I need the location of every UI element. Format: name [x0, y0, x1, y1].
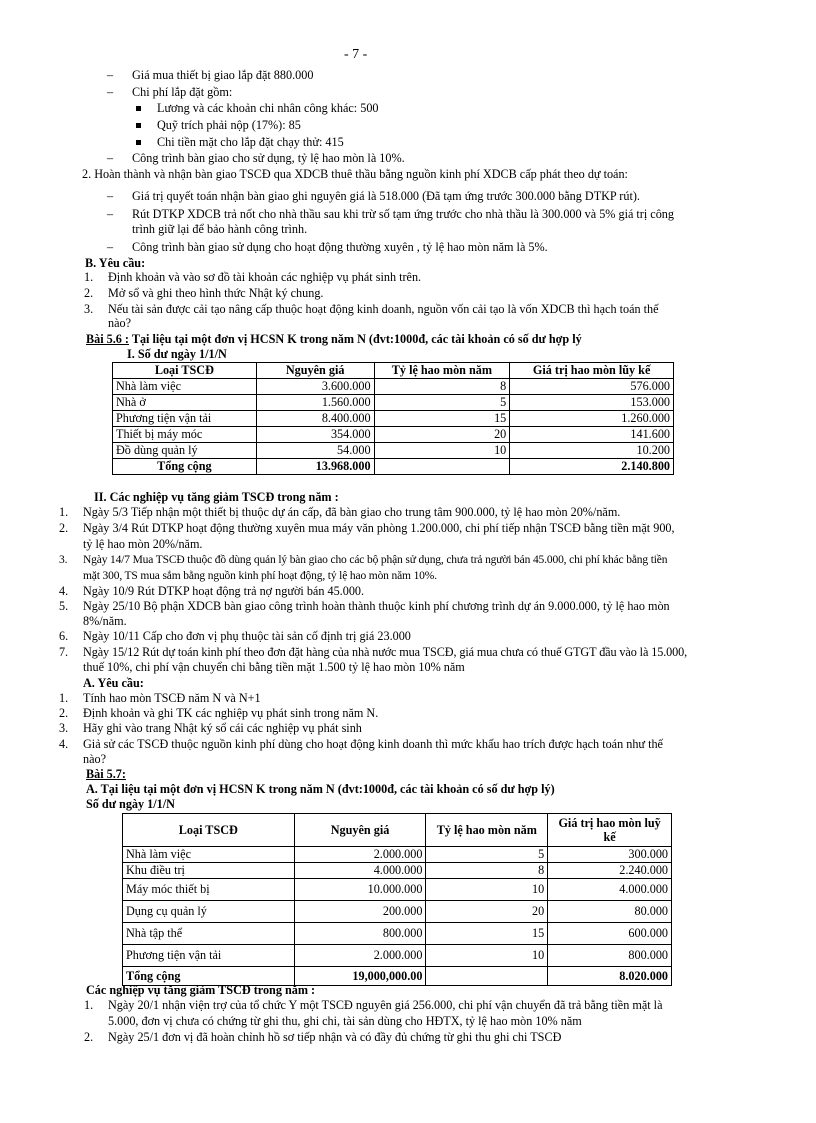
table-cell: Máy móc thiết bị — [123, 879, 295, 901]
list-item: – Công trình bàn giao sử dụng cho hoạt động thường xuyên , tỷ lệ hao mòn năm là 5%. — [132, 240, 548, 255]
requirement-item: 4. Giả sử các TSCĐ thuộc nguồn kinh phí dùng cho hoạt động kinh doanh thì mức khấu hao trích được hạch toán như thế — [83, 737, 663, 752]
exercise-5-7-label: Bài 5.7: — [86, 767, 126, 781]
operation-item: 2. Ngày 25/1 đơn vị đã hoàn chỉnh hồ sơ tiếp nhận và có đầy đủ chứng từ ghi thu ghi chi TSCĐ — [108, 1030, 561, 1045]
table-cell: 600.000 — [548, 923, 672, 945]
table-cell: 1.260.000 — [510, 411, 674, 427]
table-cell: 20 — [374, 427, 510, 443]
table-cell — [374, 459, 510, 475]
header-cell: Tỷ lệ hao mòn năm — [426, 814, 548, 847]
table-header-row — [123, 814, 672, 847]
table-row — [113, 379, 674, 395]
operation-item-continuation: 5.000, đơn vị chưa có chứng từ ghi thu, ghi chi, tài sản dùng cho HĐTX, tỷ lệ hao mòn 10% năm — [108, 1014, 582, 1028]
table-cell: Nhà làm việc — [113, 379, 257, 395]
table-total-row — [113, 459, 674, 475]
table-cell: 800.000 — [548, 945, 672, 967]
table-cell: 15 — [374, 411, 510, 427]
table-cell: 354.000 — [256, 427, 374, 443]
table-row — [113, 427, 674, 443]
table-row — [123, 945, 672, 967]
table-cell: 15 — [426, 923, 548, 945]
table-cell: 10 — [426, 879, 548, 901]
table-cell: Nhà ở — [113, 395, 257, 411]
operation-item: 1. Ngày 5/3 Tiếp nhận một thiết bị thuộc dự án cấp, đã bàn giao cho trung tâm 900.000, tỷ lệ hao mòn 20%/năm. — [83, 505, 620, 520]
table-row — [123, 901, 672, 923]
balance-table-5-6 — [112, 362, 674, 475]
list-item: – Công trình bàn giao cho sử dụng, tỷ lệ hao mòn là 10%. — [132, 151, 405, 166]
table-cell: Khu điều trị — [123, 863, 295, 879]
header-cell: Nguyên giá — [256, 363, 374, 379]
table-cell: Phương tiện vận tải — [123, 945, 295, 967]
section-title: Các nghiệp vụ tăng giảm TSCĐ trong năm : — [86, 983, 316, 997]
list-item: Chi tiền mặt cho lắp đặt chạy thử: 415 — [157, 135, 344, 149]
list-item: – Giá mua thiết bị giao lắp đặt 880.000 — [132, 68, 313, 83]
operation-item: 1. Ngày 20/1 nhận viện trợ của tổ chức Y một TSCĐ nguyên giá 256.000, chi phí vận chuyển đã trả bằng tiền mặt là — [108, 998, 662, 1013]
table-cell: 10 — [426, 945, 548, 967]
table-row — [123, 863, 672, 879]
requirement-item: 2. Mở sổ và ghi theo hình thức Nhật ký chung. — [108, 286, 323, 301]
requirements-heading: A. Yêu cầu: — [83, 676, 144, 690]
requirement-item: 1. Tính hao mòn TSCĐ năm N và N+1 — [83, 691, 261, 706]
header-cell: Giá trị hao mòn lũy kế — [510, 363, 674, 379]
header-cell: Giá trị hao mòn luỹ kế — [548, 814, 672, 847]
table-cell: 13.968.000 — [256, 459, 374, 475]
operation-item: 4. Ngày 10/9 Rút DTKP hoạt động trả nợ người bán 45.000. — [83, 584, 364, 599]
paragraph: 2. Hoàn thành và nhận bàn giao TSCĐ qua XDCB thuê thầu bằng nguồn kinh phí XDCB cấp phát theo dự toán: — [82, 167, 628, 181]
list-item: – Giá trị quyết toán nhận bàn giao ghi nguyên giá là 518.000 (Đã tạm ứng trước 300.000 bằng DTKP rút). — [132, 189, 640, 204]
table-cell: 3.600.000 — [256, 379, 374, 395]
table-cell: 5 — [426, 847, 548, 863]
requirement-item-continuation: nào? — [83, 752, 107, 766]
table-cell: 800.000 — [294, 923, 426, 945]
table-cell: 8.400.000 — [256, 411, 374, 427]
balance-table-5-7 — [122, 813, 672, 986]
table-header-row — [113, 363, 674, 379]
table-cell: Nhà làm việc — [123, 847, 295, 863]
table-cell: 10.000.000 — [294, 879, 426, 901]
exercise-title: A. Tại liệu tại một đơn vị HCSN K trong năm N (đvt:1000đ, các tài khoản có số dư hợp lý) — [86, 782, 555, 796]
table-cell: 8 — [426, 863, 548, 879]
header-cell: Tỷ lệ hao mòn năm — [374, 363, 510, 379]
table-cell: 2.140.800 — [510, 459, 674, 475]
table-cell: Dụng cụ quản lý — [123, 901, 295, 923]
table-cell: 10.200 — [510, 443, 674, 459]
table-cell: 576.000 — [510, 379, 674, 395]
operation-item-continuation: mặt 300, TS mua sắm bằng nguồn kinh phí hoạt động, tỷ lệ hao mòn năm 10%. — [83, 570, 437, 582]
table-cell: 2.000.000 — [294, 847, 426, 863]
table-row — [123, 879, 672, 901]
table-cell — [426, 967, 548, 986]
operation-item: 6. Ngày 10/11 Cấp cho đơn vị phụ thuộc tài sản cố định trị giá 23.000 — [83, 629, 411, 644]
table-cell: 2.240.000 — [548, 863, 672, 879]
exercise-title: Tại liệu tại một đơn vị HCSN K trong năm N (đvt:1000đ, các tài khoản có số dư hợp lý — [129, 332, 582, 346]
page-number: - 7 - — [344, 47, 368, 62]
table-cell: Nhà tập thể — [123, 923, 295, 945]
table-cell: 54.000 — [256, 443, 374, 459]
requirement-item-continuation: nào? — [108, 316, 132, 330]
table-cell: 20 — [426, 901, 548, 923]
requirement-item: 3. Hãy ghi vào trang Nhật ký sổ cái các nghiệp vụ phát sinh — [83, 721, 362, 736]
table-cell: 1.560.000 — [256, 395, 374, 411]
table-cell: 19,000,000.00 — [294, 967, 426, 986]
table-cell: 8 — [374, 379, 510, 395]
header-cell: Loại TSCĐ — [123, 814, 295, 847]
list-item-continuation: trình giữ lại để bảo hành công trình. — [132, 222, 308, 236]
table-cell: 300.000 — [548, 847, 672, 863]
header-cell: Nguyên giá — [294, 814, 426, 847]
table-cell: 4.000.000 — [548, 879, 672, 901]
table-cell: 2.000.000 — [294, 945, 426, 967]
operation-item: 2. Ngày 3/4 Rút DTKP hoạt động thường xuyên mua máy văn phòng 1.200.000, chi phí tiếp nhận TSCĐ bằng tiền mặt 900, — [83, 521, 675, 536]
table-cell: 80.000 — [548, 901, 672, 923]
list-item: Lương và các khoản chi nhân công khác: 500 — [157, 101, 379, 115]
operation-item: 7. Ngày 15/12 Rút dự toán kinh phí theo đơn đặt hàng của nhà nước mua TSCĐ, giá mua chưa có thuế GTGT đầu vào là 15.000, — [83, 645, 687, 660]
table-cell: 5 — [374, 395, 510, 411]
section-title: I. Số dư ngày 1/1/N — [127, 347, 227, 361]
operation-item-continuation: thuế 10%, chi phí vận chuyển chi bằng tiền mặt 1.500 tỷ lệ hao mòn 10% năm — [83, 660, 465, 674]
section-title: II. Các nghiệp vụ tăng giảm TSCĐ trong năm : — [94, 490, 339, 504]
list-item: – Rút DTKP XDCB trả nốt cho nhà thầu sau khi trừ số tạm ứng trước cho nhà thầu là 300.000 và 5% giá trị công — [132, 207, 674, 222]
table-cell: 200.000 — [294, 901, 426, 923]
table-cell: Tổng cộng — [113, 459, 257, 475]
table-cell: Tổng cộng — [123, 967, 295, 986]
table-row — [113, 411, 674, 427]
section-title: Số dư ngày 1/1/N — [86, 797, 175, 811]
exercise-label: Bài 5.6 : — [86, 332, 129, 346]
table-cell: 8.020.000 — [548, 967, 672, 986]
list-item: – Chi phí lắp đặt gồm: — [132, 85, 232, 100]
table-row — [113, 395, 674, 411]
table-cell: Thiết bị máy móc — [113, 427, 257, 443]
operation-item: 3. Ngày 14/7 Mua TSCĐ thuộc đồ dùng quản lý bàn giao cho các bộ phận sử dụng, chưa trả người bán 45.000, chi phí khác bằng tiền — [83, 553, 667, 568]
table-cell: 10 — [374, 443, 510, 459]
requirement-item: 3. Nếu tài sản được cải tạo nâng cấp thuộc hoạt động kinh doanh, nguồn vốn cải tạo là vốn XDCB thì hạch toán thế — [108, 302, 659, 317]
requirement-item: 1. Định khoản và vào sơ đồ tài khoản các nghiệp vụ phát sinh trên. — [108, 270, 421, 285]
table-row — [123, 847, 672, 863]
table-row — [123, 923, 672, 945]
requirements-heading: B. Yêu cầu: — [85, 256, 146, 270]
operation-item-continuation: 8%/năm. — [83, 614, 127, 628]
exercise-5-6-heading — [86, 332, 582, 347]
header-cell: Loại TSCĐ — [113, 363, 257, 379]
operation-item: 5. Ngày 25/10 Bộ phận XDCB bàn giao công trình hoàn thành thuộc kinh phí chương trình dự án 9.000.000, tỷ lệ hao mòn — [83, 599, 670, 614]
table-row — [113, 443, 674, 459]
operation-item-continuation: tỷ lệ hao mòn 20%/năm. — [83, 537, 203, 551]
table-cell: 4.000.000 — [294, 863, 426, 879]
table-cell: Đồ dùng quản lý — [113, 443, 257, 459]
requirement-item: 2. Định khoản và ghi TK các nghiệp vụ phát sinh trong năm N. — [83, 706, 378, 721]
list-item: Quỹ trích phải nộp (17%): 85 — [157, 118, 301, 132]
table-cell: Phương tiện vận tải — [113, 411, 257, 427]
table-cell: 153.000 — [510, 395, 674, 411]
table-cell: 141.600 — [510, 427, 674, 443]
